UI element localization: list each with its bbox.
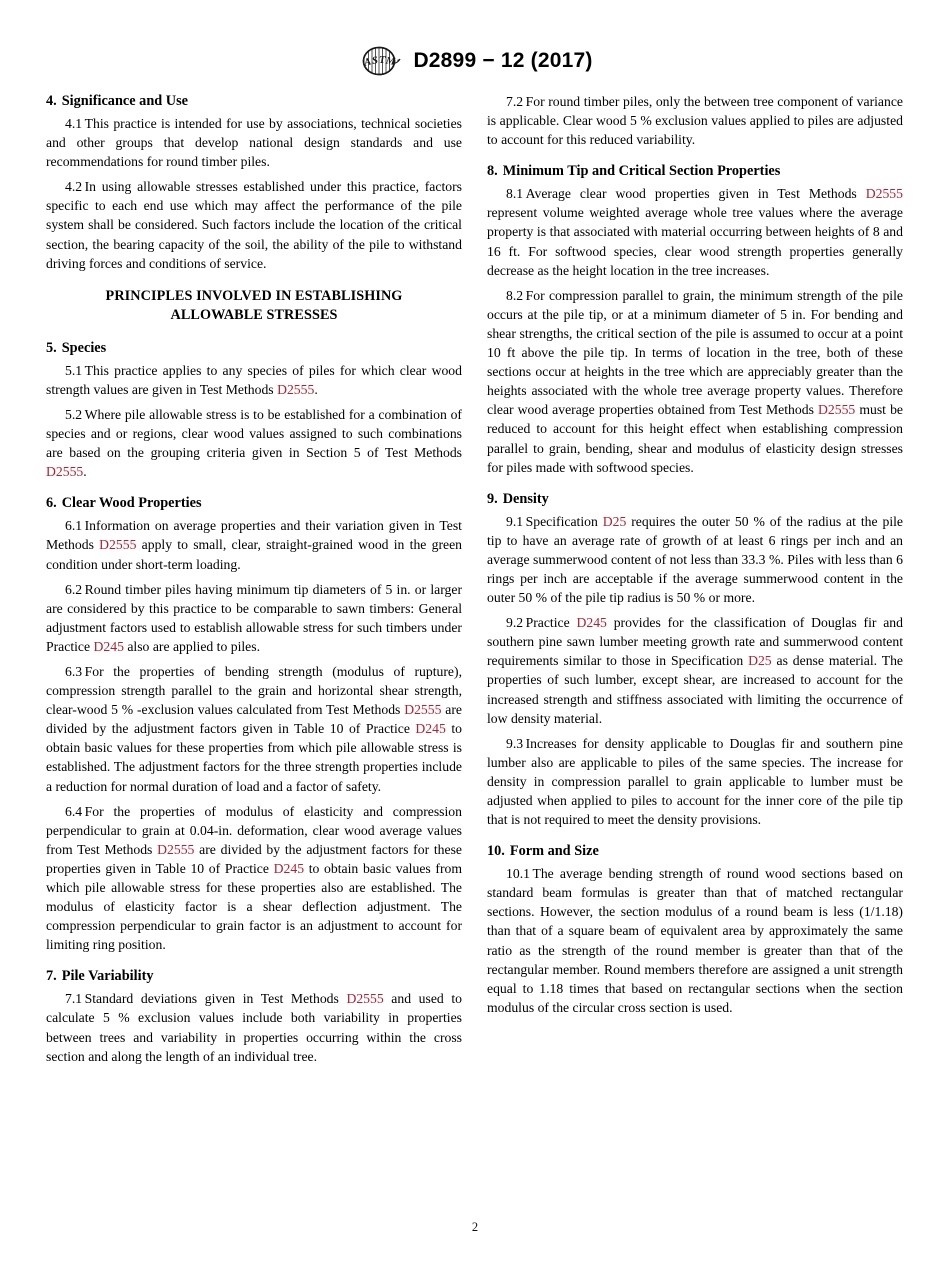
standard-reference-d245[interactable]: D245	[576, 615, 607, 631]
section-title-5: Species	[61, 339, 107, 356]
right-column	[487, 92, 903, 1023]
paragraph-text-4-2: In using allowable stresses established under this practice, factors specific to each end use which may affect the performance of the pile system shall be considered. Such factors include the location of the critical section, the bearing capacity of the soil, the ability of the pile to withstand driving forces and conditions of service.	[46, 179, 462, 271]
section-number-4: 4.	[46, 93, 57, 109]
paragraph-text-10-1: The average bending strength of round wood sections based on standard beam formulas is greater than that of matched rectangular sections. However, the section modulus of a round beam is less (1/1.18) than that of a square beam of equivalent area by approximately the same ratio as the strength of the round member is greater than that of the rectangular member. Round members therefore are assigned a unit strength equal to 1.18 times that based on rectangular sections when the section modulus of the circular cross section is used.	[487, 866, 903, 1015]
principles-heading-line2: ALLOWABLE STRESSES	[170, 307, 338, 324]
page-number: 2	[471, 1220, 479, 1234]
standard-reference-d25[interactable]: D25	[748, 653, 772, 669]
paragraph-label-7-1: 7.1	[65, 991, 83, 1007]
section-heading-5	[46, 339, 462, 358]
paragraph-text-6-2a: Round timber piles having minimum tip diameters of 5 in. or larger are considered by this practice to be comparable to sawn timbers: General adjustment factors used to establish allowable stress for such timbers under Practice	[46, 581, 462, 654]
paragraph-text-6-4b: are divided by the adjustment factors for these properties given in Table 10 of Practice	[46, 841, 463, 876]
paragraph-text-7-1a: Standard deviations given in Test Methods	[84, 991, 347, 1007]
paragraph-text-9-2c: as dense material. The properties of such lumber, except shear, are increased to account for the increased strength and stiffness associated with limiting the occurrence of low density material.	[487, 653, 903, 726]
section-title-8: Minimum Tip and Critical Section Properties	[502, 163, 781, 180]
astm-logo	[357, 46, 403, 76]
svg-text:A: A	[363, 56, 374, 69]
paragraph-5-1	[46, 361, 462, 399]
page-footer	[0, 1220, 950, 1234]
paragraph-text-8-2b: must be reduced to account for this height effect when establishing compression parallel to grain, bending, shear and modulus of elasticity design stresses for piles made with softwood species.	[487, 402, 903, 475]
standard-reference-d245[interactable]: D245	[273, 860, 305, 876]
section-number-9: 9.	[487, 490, 498, 507]
section-number-6: 6.	[46, 495, 57, 512]
paragraph-7-2	[487, 92, 903, 149]
paragraph-text-4-1: This practice is intended for use by associations, technical societies and other groups that develop national design standards and use recommendations for round timber piles.	[46, 116, 462, 170]
paragraph-text-5-1a: This practice applies to any species of piles for which clear wood strength values are given in Test Methods	[46, 362, 462, 397]
paragraph-text-8-1b: represent volume weighted average whole tree values where the average property is that associated with material occurring between heights of 8 and 16 ft. For softwood species, clear wood strength properties generally decrease as the height location in the tree increases.	[487, 205, 903, 278]
paragraph-9-1	[487, 512, 903, 607]
paragraph-4-2	[46, 177, 462, 272]
paragraph-label-7-2: 7.2	[506, 94, 524, 109]
paragraph-text-9-2a: Practice	[525, 615, 577, 631]
paragraph-text-6-1b: apply to small, clear, straight-grained wood in the green condition under short-term loading.	[46, 537, 463, 572]
section-title-7: Pile Variability	[61, 968, 154, 985]
paragraph-4-1	[46, 114, 462, 171]
section-heading-10	[487, 842, 903, 861]
standard-reference-d25[interactable]: D25	[602, 513, 627, 529]
paragraph-text-7-2: For round timber piles, only the between tree component of variance is applicable. Clear wood 5 % exclusion values applied to piles are adjusted to account for this reduced variability.	[487, 94, 903, 148]
standard-reference-d2555[interactable]: D2555	[404, 702, 442, 718]
page-header	[0, 46, 950, 76]
standard-reference-d2555[interactable]: D2555	[99, 537, 137, 553]
svg-text:M: M	[385, 55, 397, 68]
paragraph-text-9-1b: requires the outer 50 % of the radius at the pile tip to have an average rate of growth of at least 6 rings per inch and an average summerwood content of not less than 33.3 %. Piles with less than 6 rings per inch are acceptable if the average summerwood content in the outer 50 % of the pile tip radius is 50 % or more.	[487, 513, 903, 606]
paragraph-text-9-3: Increases for density applicable to Douglas fir and southern pine lumber also are applicable to piles of the same species. The increase for density in compression parallel to grain applicable to lumber must be adjusted when applied to piles to account for the inner core of the pile tip that is not required to meet the density provisions.	[487, 735, 903, 828]
section-heading-7	[46, 967, 462, 986]
paragraph-text-8-1a: Average clear wood properties given in Test Methods	[525, 186, 866, 202]
section-title-9: Density	[502, 490, 549, 507]
paragraph-label-6-3: 6.3	[65, 663, 83, 679]
standard-reference-d245[interactable]: D245	[93, 638, 124, 654]
section-heading-8	[487, 162, 903, 181]
paragraph-10-1	[487, 864, 903, 1017]
paragraph-text-8-2a: For compression parallel to grain, the minimum strength of the pile occurs at the pile tip, or at a minimum diameter of 5 in. For bending and shear strengths, the critical section of the pile is assumed to occur at a point 10 ft above the pile tip. In terms of location in the tree, both of these sections occur at heights in the tree which are appreciably greater than the heights associated with the whole tree average property values. Therefore clear wood average properties obtained from Test Methods	[487, 287, 903, 418]
principles-heading-line1: PRINCIPLES INVOLVED IN ESTABLISHING	[105, 287, 403, 304]
section-number-8: 8.	[487, 163, 498, 180]
standard-reference-d2555[interactable]: D2555	[157, 841, 195, 857]
paragraph-text-6-3c: to obtain basic values for these properties from which pile allowable stress is established. The adjustment factors for the three strength properties include a reduction for normal duration of load and a factor of safety.	[46, 721, 462, 794]
left-column	[46, 92, 462, 1072]
paragraph-8-1	[487, 184, 903, 279]
paragraph-label-8-2: 8.2	[506, 287, 524, 303]
paragraph-label-4-1: 4.1	[65, 116, 83, 131]
paragraph-label-9-3: 9.3	[506, 735, 524, 751]
paragraph-text-6-1a: Information on average properties and their variation given in Test Methods	[46, 518, 462, 553]
section-title-4: Significance and Use	[61, 93, 189, 109]
section-number-5: 5.	[46, 339, 57, 356]
paragraph-text-6-3a: For the properties of bending strength (modulus of rupture), compression strength parallel to the grain and horizontal shear strength, clear-wood 5 % -exclusion values calculated from Test Methods	[46, 663, 462, 718]
paragraph-8-2	[487, 286, 903, 477]
paragraph-label-9-1: 9.1	[506, 513, 524, 529]
section-heading-4	[46, 92, 462, 111]
section-title-6: Clear Wood Properties	[61, 495, 202, 512]
paragraph-text-9-2b: provides for the classification of Douglas fir and southern pine sawn lumber meeting growth rate and summerwood content requirements similar to those in Specification	[487, 615, 903, 669]
paragraph-label-4-2: 4.2	[65, 179, 83, 195]
paragraph-text-7-1b: and used to calculate 5 % exclusion values include both variability in properties between trees and variability in properties occurring within the cross section and along the length of an individual tree.	[46, 991, 462, 1064]
paragraph-9-2	[487, 613, 903, 728]
body-columns	[46, 92, 904, 1072]
paragraph-text-6-4c: to obtain basic values from which pile allowable stress for these properties also are established. The modulus of elasticity factor is a shear deflection adjustment. The compression perpendicular to grain factor is an adjustment to account for limiting ring position.	[46, 860, 462, 953]
paragraph-9-3	[487, 734, 903, 829]
paragraph-text-5-2b: .	[83, 464, 87, 480]
svg-text:T: T	[379, 55, 386, 66]
paragraph-text-5-2a: Where pile allowable stress is to be established for a combination of species and or regions, clear wood values assigned to such combinations are based on the grouping criteria given in Section 5 of Test Methods	[46, 406, 462, 461]
section-number-10: 10.	[487, 843, 505, 860]
standard-reference-d2555[interactable]: D2555	[277, 381, 315, 397]
paragraph-7-1	[46, 989, 462, 1065]
paragraph-5-2	[46, 405, 462, 481]
paragraph-6-3	[46, 662, 462, 796]
paragraph-label-8-1: 8.1	[506, 186, 524, 202]
paragraph-label-6-4: 6.4	[65, 803, 83, 819]
paragraph-text-5-1b: .	[314, 381, 318, 397]
paragraph-label-5-2: 5.2	[65, 406, 83, 422]
paragraph-text-9-1a: Specification	[525, 513, 603, 529]
principles-heading	[46, 287, 462, 326]
paragraph-6-4	[46, 802, 462, 955]
paragraph-label-6-1: 6.1	[65, 518, 83, 534]
svg-text:S: S	[371, 55, 380, 67]
paragraph-label-9-2: 9.2	[506, 615, 524, 631]
section-heading-9	[487, 490, 903, 509]
document-designation: D2899 − 12 (2017)	[413, 49, 593, 72]
paragraph-text-6-4a: For the properties of modulus of elasticity and compression perpendicular to grain at 0.04-in. deformation, clear wood average values from Test Methods	[46, 803, 462, 857]
section-heading-6	[46, 494, 462, 513]
standard-reference-d2555[interactable]: D2555	[46, 464, 84, 480]
paragraph-label-5-1: 5.1	[65, 362, 83, 378]
standard-reference-d2555[interactable]: D2555	[818, 402, 856, 418]
paragraph-text-6-3b: are divided by the adjustment factors given in Table 10 of Practice	[46, 702, 462, 737]
standard-reference-d2555[interactable]: D2555	[865, 186, 903, 202]
paragraph-6-1	[46, 516, 462, 573]
paragraph-label-6-2: 6.2	[65, 581, 83, 597]
standard-reference-d245[interactable]: D245	[415, 721, 446, 737]
standard-reference-d2555[interactable]: D2555	[346, 991, 384, 1007]
section-title-10: Form and Size	[509, 843, 599, 860]
section-number-7: 7.	[46, 968, 57, 985]
paragraph-label-10-1: 10.1	[506, 866, 530, 882]
paragraph-6-2	[46, 580, 462, 656]
paragraph-text-6-2b: also are applied to piles.	[123, 638, 260, 654]
